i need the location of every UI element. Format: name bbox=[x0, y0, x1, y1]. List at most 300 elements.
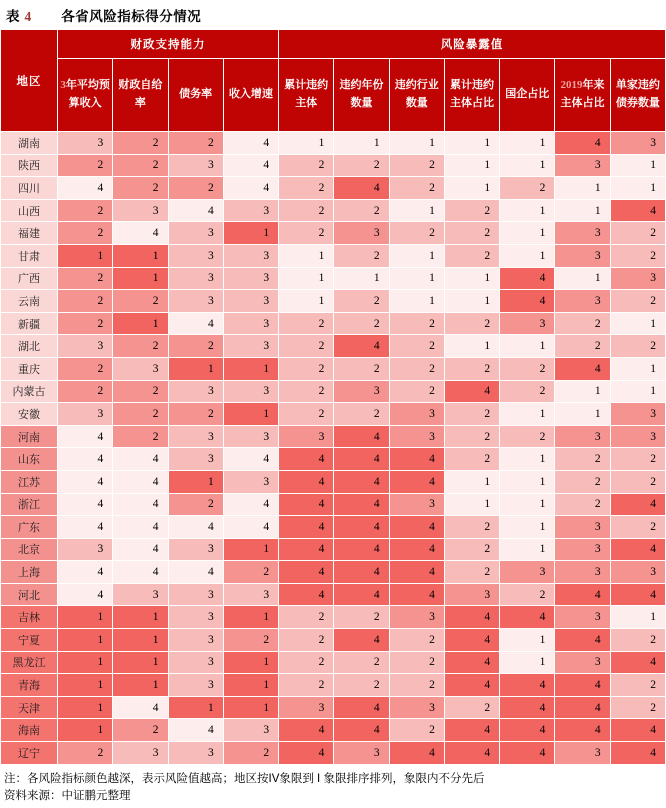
score-cell: 3 bbox=[168, 425, 223, 448]
score-cell: 4 bbox=[500, 674, 555, 697]
score-cell: 1 bbox=[113, 674, 168, 697]
score-cell: 3 bbox=[168, 583, 223, 606]
score-cell: 2 bbox=[389, 674, 444, 697]
score-cell: 2 bbox=[334, 154, 389, 177]
score-cell: 2 bbox=[168, 335, 223, 358]
score-cell: 4 bbox=[113, 696, 168, 719]
score-cell: 4 bbox=[113, 516, 168, 539]
score-cell: 3 bbox=[279, 696, 334, 719]
score-cell: 1 bbox=[113, 267, 168, 290]
score-cell: 3 bbox=[555, 538, 610, 561]
score-cell: 4 bbox=[334, 335, 389, 358]
score-cell: 3 bbox=[168, 222, 223, 245]
score-cell: 4 bbox=[610, 538, 665, 561]
region-cell: 北京 bbox=[1, 538, 58, 561]
score-cell: 3 bbox=[168, 448, 223, 471]
column-header: 违约年份数量 bbox=[334, 59, 389, 132]
score-cell: 3 bbox=[500, 561, 555, 584]
table-row bbox=[1, 583, 666, 606]
score-cell: 3 bbox=[168, 606, 223, 629]
score-cell: 2 bbox=[279, 651, 334, 674]
score-cell: 4 bbox=[389, 561, 444, 584]
score-cell: 1 bbox=[444, 154, 499, 177]
score-cell: 2 bbox=[610, 222, 665, 245]
score-cell: 2 bbox=[610, 244, 665, 267]
region-cell: 山西 bbox=[1, 199, 58, 222]
table-body bbox=[1, 132, 666, 765]
score-cell: 4 bbox=[389, 742, 444, 765]
score-cell: 2 bbox=[113, 290, 168, 313]
score-cell: 2 bbox=[113, 425, 168, 448]
column-header: 收入增速 bbox=[223, 59, 278, 132]
score-cell: 3 bbox=[223, 719, 278, 742]
score-cell: 4 bbox=[444, 380, 499, 403]
score-cell: 1 bbox=[444, 335, 499, 358]
score-cell: 4 bbox=[389, 516, 444, 539]
score-cell: 3 bbox=[58, 403, 113, 426]
score-cell: 4 bbox=[223, 493, 278, 516]
score-cell: 3 bbox=[389, 425, 444, 448]
region-cell: 青海 bbox=[1, 674, 58, 697]
score-cell: 3 bbox=[555, 154, 610, 177]
score-cell: 3 bbox=[444, 583, 499, 606]
column-header-number: 2019 bbox=[560, 79, 583, 92]
score-cell: 4 bbox=[334, 516, 389, 539]
score-cell: 1 bbox=[58, 696, 113, 719]
region-cell: 上海 bbox=[1, 561, 58, 584]
score-cell: 4 bbox=[58, 493, 113, 516]
score-cell: 3 bbox=[555, 222, 610, 245]
score-cell: 4 bbox=[555, 132, 610, 155]
score-cell: 2 bbox=[389, 719, 444, 742]
score-cell: 3 bbox=[168, 629, 223, 652]
score-cell: 2 bbox=[334, 606, 389, 629]
score-cell: 3 bbox=[223, 312, 278, 335]
score-cell: 3 bbox=[334, 742, 389, 765]
score-cell: 4 bbox=[555, 719, 610, 742]
region-cell: 陕西 bbox=[1, 154, 58, 177]
region-cell: 山东 bbox=[1, 448, 58, 471]
score-cell: 2 bbox=[389, 629, 444, 652]
source-line: 资料来源：中证鹏元整理 bbox=[4, 789, 131, 802]
score-cell: 2 bbox=[58, 290, 113, 313]
score-cell: 1 bbox=[555, 177, 610, 200]
score-cell: 3 bbox=[168, 380, 223, 403]
score-cell: 4 bbox=[279, 493, 334, 516]
note-line: 注：各风险指标颜色越深，表示风险值越高；地区按IV象限到 I 象限排序排列，象限内不分先后 bbox=[4, 772, 485, 785]
table-row bbox=[1, 312, 666, 335]
score-cell: 2 bbox=[500, 357, 555, 380]
score-cell: 3 bbox=[389, 606, 444, 629]
table-row bbox=[1, 470, 666, 493]
score-cell: 4 bbox=[500, 606, 555, 629]
score-cell: 1 bbox=[58, 719, 113, 742]
score-cell: 1 bbox=[610, 357, 665, 380]
score-cell: 4 bbox=[279, 516, 334, 539]
score-cell: 2 bbox=[444, 561, 499, 584]
score-cell: 2 bbox=[113, 154, 168, 177]
region-cell: 湖南 bbox=[1, 132, 58, 155]
region-cell: 江苏 bbox=[1, 470, 58, 493]
score-cell: 2 bbox=[58, 380, 113, 403]
score-cell: 2 bbox=[444, 696, 499, 719]
score-cell: 2 bbox=[113, 177, 168, 200]
score-cell: 2 bbox=[279, 674, 334, 697]
column-header-number: 3 bbox=[60, 79, 66, 92]
score-cell: 3 bbox=[555, 561, 610, 584]
score-cell: 3 bbox=[389, 696, 444, 719]
score-cell: 2 bbox=[444, 425, 499, 448]
score-cell: 3 bbox=[58, 538, 113, 561]
score-cell: 4 bbox=[279, 448, 334, 471]
score-cell: 2 bbox=[610, 696, 665, 719]
region-cell: 广东 bbox=[1, 516, 58, 539]
score-cell: 3 bbox=[555, 244, 610, 267]
score-cell: 2 bbox=[610, 516, 665, 539]
score-cell: 2 bbox=[500, 177, 555, 200]
region-cell: 四川 bbox=[1, 177, 58, 200]
score-cell: 1 bbox=[444, 267, 499, 290]
column-header: 财政自给率 bbox=[113, 59, 168, 132]
table-row bbox=[1, 199, 666, 222]
score-cell: 2 bbox=[389, 651, 444, 674]
score-cell: 2 bbox=[444, 357, 499, 380]
table-caption bbox=[0, 0, 666, 29]
group-header-row bbox=[1, 30, 666, 59]
score-cell: 3 bbox=[113, 583, 168, 606]
table-caption-number: 4 bbox=[24, 9, 32, 24]
score-cell: 2 bbox=[279, 222, 334, 245]
score-cell: 4 bbox=[58, 470, 113, 493]
region-cell: 甘肃 bbox=[1, 244, 58, 267]
column-header: 累计违约主体占比 bbox=[444, 59, 499, 132]
score-cell: 4 bbox=[334, 470, 389, 493]
score-cell: 1 bbox=[58, 244, 113, 267]
score-cell: 4 bbox=[168, 516, 223, 539]
score-cell: 4 bbox=[500, 696, 555, 719]
score-cell: 4 bbox=[334, 448, 389, 471]
score-cell: 3 bbox=[223, 199, 278, 222]
score-cell: 2 bbox=[168, 132, 223, 155]
table-row bbox=[1, 222, 666, 245]
score-cell: 3 bbox=[223, 425, 278, 448]
table-row bbox=[1, 132, 666, 155]
score-cell: 2 bbox=[58, 199, 113, 222]
score-cell: 4 bbox=[334, 538, 389, 561]
score-cell: 1 bbox=[279, 132, 334, 155]
table-row bbox=[1, 177, 666, 200]
score-cell: 2 bbox=[168, 403, 223, 426]
score-cell: 1 bbox=[113, 629, 168, 652]
score-cell: 1 bbox=[223, 651, 278, 674]
score-cell: 1 bbox=[555, 403, 610, 426]
region-cell: 天津 bbox=[1, 696, 58, 719]
score-cell: 1 bbox=[500, 651, 555, 674]
score-cell: 1 bbox=[168, 470, 223, 493]
score-cell: 1 bbox=[500, 132, 555, 155]
score-cell: 4 bbox=[58, 177, 113, 200]
table-row bbox=[1, 154, 666, 177]
score-cell: 4 bbox=[610, 651, 665, 674]
score-cell: 2 bbox=[58, 267, 113, 290]
region-cell: 河南 bbox=[1, 425, 58, 448]
score-cell: 1 bbox=[500, 538, 555, 561]
score-cell: 4 bbox=[444, 719, 499, 742]
score-cell: 3 bbox=[555, 425, 610, 448]
score-cell: 2 bbox=[334, 199, 389, 222]
score-cell: 3 bbox=[279, 425, 334, 448]
score-cell: 2 bbox=[113, 335, 168, 358]
score-cell: 4 bbox=[610, 583, 665, 606]
score-cell: 4 bbox=[444, 629, 499, 652]
score-cell: 2 bbox=[279, 312, 334, 335]
score-cell: 2 bbox=[113, 403, 168, 426]
score-cell: 4 bbox=[610, 493, 665, 516]
score-cell: 1 bbox=[334, 132, 389, 155]
score-cell: 1 bbox=[223, 403, 278, 426]
score-cell: 1 bbox=[500, 154, 555, 177]
score-cell: 4 bbox=[610, 742, 665, 765]
score-cell: 4 bbox=[223, 154, 278, 177]
score-cell: 2 bbox=[389, 357, 444, 380]
score-cell: 2 bbox=[555, 470, 610, 493]
region-cell: 辽宁 bbox=[1, 742, 58, 765]
score-cell: 3 bbox=[168, 651, 223, 674]
score-cell: 2 bbox=[500, 425, 555, 448]
score-cell: 3 bbox=[223, 290, 278, 313]
score-cell: 1 bbox=[334, 267, 389, 290]
score-cell: 4 bbox=[58, 448, 113, 471]
score-cell: 3 bbox=[555, 742, 610, 765]
score-cell: 2 bbox=[334, 357, 389, 380]
score-cell: 3 bbox=[555, 516, 610, 539]
region-cell: 内蒙古 bbox=[1, 380, 58, 403]
score-cell: 2 bbox=[610, 629, 665, 652]
score-cell: 2 bbox=[279, 606, 334, 629]
score-cell: 1 bbox=[610, 154, 665, 177]
score-cell: 1 bbox=[610, 177, 665, 200]
score-cell: 4 bbox=[500, 742, 555, 765]
region-column-header: 地区 bbox=[1, 30, 58, 132]
score-cell: 2 bbox=[113, 132, 168, 155]
table-row bbox=[1, 516, 666, 539]
score-cell: 1 bbox=[223, 606, 278, 629]
score-cell: 4 bbox=[168, 719, 223, 742]
score-cell: 2 bbox=[555, 335, 610, 358]
region-cell: 新疆 bbox=[1, 312, 58, 335]
score-cell: 4 bbox=[334, 583, 389, 606]
score-cell: 1 bbox=[223, 674, 278, 697]
score-cell: 2 bbox=[500, 380, 555, 403]
score-cell: 4 bbox=[555, 357, 610, 380]
score-cell: 2 bbox=[279, 629, 334, 652]
column-header: 债务率 bbox=[168, 59, 223, 132]
score-cell: 2 bbox=[444, 538, 499, 561]
score-cell: 4 bbox=[113, 222, 168, 245]
score-cell: 4 bbox=[389, 448, 444, 471]
score-cell: 2 bbox=[279, 403, 334, 426]
score-cell: 2 bbox=[444, 312, 499, 335]
score-cell: 3 bbox=[223, 380, 278, 403]
score-cell: 1 bbox=[500, 403, 555, 426]
score-cell: 2 bbox=[279, 357, 334, 380]
table-row bbox=[1, 674, 666, 697]
score-cell: 1 bbox=[113, 244, 168, 267]
score-cell: 1 bbox=[500, 516, 555, 539]
score-cell: 2 bbox=[610, 290, 665, 313]
score-cell: 4 bbox=[58, 561, 113, 584]
score-cell: 2 bbox=[610, 335, 665, 358]
group-header-exposure: 风险暴露值 bbox=[279, 30, 666, 59]
score-cell: 1 bbox=[223, 357, 278, 380]
score-cell: 4 bbox=[555, 674, 610, 697]
score-cell: 3 bbox=[168, 538, 223, 561]
score-cell: 4 bbox=[334, 696, 389, 719]
score-cell: 2 bbox=[389, 380, 444, 403]
score-cell: 1 bbox=[279, 267, 334, 290]
column-header: 累计违约主体 bbox=[279, 59, 334, 132]
score-cell: 2 bbox=[168, 177, 223, 200]
score-cell: 4 bbox=[58, 516, 113, 539]
score-cell: 2 bbox=[389, 177, 444, 200]
table-row bbox=[1, 267, 666, 290]
score-cell: 4 bbox=[58, 425, 113, 448]
score-cell: 3 bbox=[334, 380, 389, 403]
score-cell: 3 bbox=[610, 425, 665, 448]
score-cell: 2 bbox=[389, 154, 444, 177]
score-cell: 1 bbox=[444, 132, 499, 155]
column-header-row bbox=[1, 59, 666, 132]
score-cell: 3 bbox=[168, 290, 223, 313]
score-cell: 4 bbox=[113, 470, 168, 493]
score-cell: 1 bbox=[279, 290, 334, 313]
region-cell: 安徽 bbox=[1, 403, 58, 426]
score-cell: 3 bbox=[113, 357, 168, 380]
score-cell: 1 bbox=[500, 335, 555, 358]
score-cell: 1 bbox=[610, 606, 665, 629]
score-cell: 4 bbox=[223, 177, 278, 200]
score-cell: 1 bbox=[500, 470, 555, 493]
region-cell: 浙江 bbox=[1, 493, 58, 516]
table-row bbox=[1, 244, 666, 267]
table-row bbox=[1, 719, 666, 742]
score-cell: 1 bbox=[444, 493, 499, 516]
score-cell: 4 bbox=[610, 199, 665, 222]
score-cell: 4 bbox=[113, 448, 168, 471]
table-row bbox=[1, 742, 666, 765]
score-cell: 4 bbox=[555, 696, 610, 719]
table-row bbox=[1, 538, 666, 561]
score-cell: 3 bbox=[610, 561, 665, 584]
score-cell: 1 bbox=[500, 222, 555, 245]
score-cell: 4 bbox=[279, 538, 334, 561]
score-cell: 1 bbox=[168, 696, 223, 719]
score-cell: 3 bbox=[555, 290, 610, 313]
score-cell: 4 bbox=[389, 470, 444, 493]
score-cell: 3 bbox=[389, 403, 444, 426]
score-cell: 1 bbox=[444, 177, 499, 200]
score-cell: 4 bbox=[223, 448, 278, 471]
score-cell: 1 bbox=[389, 290, 444, 313]
score-cell: 4 bbox=[223, 132, 278, 155]
score-cell: 4 bbox=[389, 538, 444, 561]
score-cell: 1 bbox=[113, 651, 168, 674]
score-cell: 4 bbox=[389, 583, 444, 606]
score-cell: 4 bbox=[334, 719, 389, 742]
table-caption-title: 各省风险指标得分情况 bbox=[61, 9, 202, 24]
score-cell: 2 bbox=[610, 448, 665, 471]
risk-score-table bbox=[0, 29, 666, 765]
score-cell: 4 bbox=[334, 425, 389, 448]
score-cell: 2 bbox=[58, 222, 113, 245]
table-row bbox=[1, 335, 666, 358]
score-cell: 1 bbox=[555, 380, 610, 403]
score-cell: 4 bbox=[500, 267, 555, 290]
score-cell: 4 bbox=[444, 606, 499, 629]
score-cell: 2 bbox=[555, 448, 610, 471]
region-cell: 吉林 bbox=[1, 606, 58, 629]
score-cell: 4 bbox=[334, 629, 389, 652]
score-cell: 4 bbox=[334, 493, 389, 516]
score-cell: 1 bbox=[500, 199, 555, 222]
score-cell: 4 bbox=[279, 561, 334, 584]
score-cell: 1 bbox=[500, 448, 555, 471]
score-cell: 2 bbox=[223, 742, 278, 765]
score-cell: 3 bbox=[610, 132, 665, 155]
region-cell: 黑龙江 bbox=[1, 651, 58, 674]
score-cell: 4 bbox=[223, 516, 278, 539]
table-row bbox=[1, 380, 666, 403]
score-cell: 2 bbox=[610, 470, 665, 493]
score-cell: 4 bbox=[444, 674, 499, 697]
table-caption-label: 表 bbox=[6, 9, 20, 24]
column-header: 违约行业数量 bbox=[389, 59, 444, 132]
score-cell: 4 bbox=[279, 719, 334, 742]
score-cell: 1 bbox=[223, 696, 278, 719]
score-cell: 3 bbox=[555, 606, 610, 629]
score-cell: 4 bbox=[444, 651, 499, 674]
score-cell: 1 bbox=[500, 493, 555, 516]
region-cell: 广西 bbox=[1, 267, 58, 290]
score-cell: 3 bbox=[113, 199, 168, 222]
group-header-fiscal: 财政支持能力 bbox=[58, 30, 279, 59]
score-cell: 3 bbox=[223, 583, 278, 606]
score-cell: 2 bbox=[334, 312, 389, 335]
score-cell: 3 bbox=[58, 335, 113, 358]
score-cell: 2 bbox=[334, 674, 389, 697]
score-cell: 3 bbox=[168, 674, 223, 697]
score-cell: 4 bbox=[113, 538, 168, 561]
table-row bbox=[1, 448, 666, 471]
score-cell: 4 bbox=[279, 742, 334, 765]
score-cell: 3 bbox=[113, 742, 168, 765]
score-cell: 3 bbox=[555, 651, 610, 674]
region-cell: 湖北 bbox=[1, 335, 58, 358]
score-cell: 4 bbox=[279, 583, 334, 606]
column-header: 2019年来主体占比 bbox=[555, 59, 610, 132]
score-cell: 2 bbox=[58, 312, 113, 335]
score-cell: 2 bbox=[113, 719, 168, 742]
table-row bbox=[1, 561, 666, 584]
score-cell: 4 bbox=[555, 629, 610, 652]
score-cell: 3 bbox=[223, 335, 278, 358]
score-cell: 2 bbox=[279, 154, 334, 177]
score-cell: 1 bbox=[444, 470, 499, 493]
score-cell: 2 bbox=[389, 335, 444, 358]
score-cell: 2 bbox=[444, 244, 499, 267]
score-cell: 2 bbox=[58, 742, 113, 765]
score-cell: 4 bbox=[555, 583, 610, 606]
